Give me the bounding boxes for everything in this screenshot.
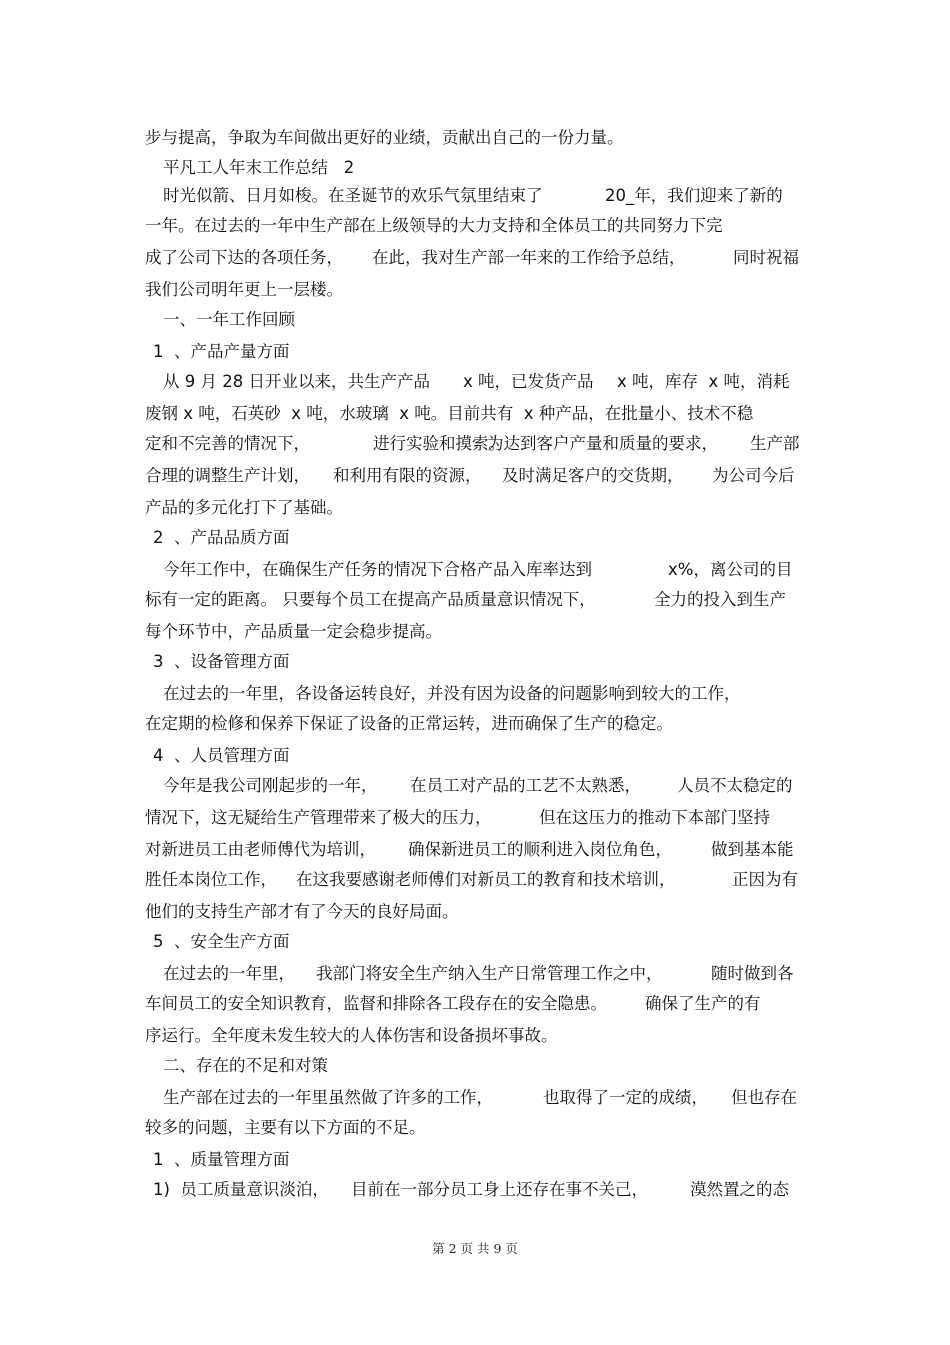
text-line bbox=[0, 183, 950, 209]
text-segment: 确保了生产的有 bbox=[645, 994, 761, 1013]
text-segment: 漠然置之的态 bbox=[690, 1180, 789, 1199]
text-segment: 二、存在的不足和对策 bbox=[163, 1056, 328, 1075]
text-segment: 合理的调整生产计划， bbox=[145, 466, 310, 485]
text-segment: 在这我要感谢老师傅们对新员工的教育和技术培训， bbox=[296, 870, 676, 889]
text-segment: 在员工对产品的工艺不太熟悉， bbox=[410, 776, 641, 795]
text-line bbox=[0, 245, 950, 271]
text-segment: 同时祝福 bbox=[733, 248, 799, 267]
text-segment: 定和不完善的情况下， bbox=[145, 434, 310, 453]
text-line bbox=[0, 649, 950, 675]
text-segment: 确保新进员工的顺利进入岗位角色， bbox=[408, 840, 672, 859]
text-line bbox=[0, 619, 950, 645]
text-segment: 每个环节中，产品质量一定会稳步提高。 bbox=[145, 622, 442, 641]
text-line bbox=[0, 805, 950, 831]
text-segment: 20_年，我们迎来了新的 bbox=[605, 186, 783, 205]
text-segment: 4 、人员管理方面 bbox=[153, 746, 290, 765]
text-segment: 步与提高，争取为车间做出更好的业绩，贡献出自己的一份力量。 bbox=[145, 128, 624, 147]
text-line bbox=[0, 899, 950, 925]
text-segment: 废钢 x 吨，石英砂 x 吨，水玻璃 x 吨。目前共有 x 种产品，在批量小、技术不稳 bbox=[145, 404, 754, 423]
text-line bbox=[0, 557, 950, 583]
text-line bbox=[0, 463, 950, 489]
text-segment: 在过去的一年里， bbox=[163, 964, 295, 983]
text-line bbox=[0, 681, 950, 707]
page-footer: 第 2 页 共 9 页 bbox=[432, 1241, 518, 1256]
text-segment: 随时做到各 bbox=[711, 964, 794, 983]
text-segment: x%，离公司的目 bbox=[668, 560, 793, 579]
text-segment: 监督和排除各工段存在的安全隐患。 bbox=[343, 994, 607, 1013]
text-segment: 生产部 bbox=[750, 434, 800, 453]
text-line bbox=[0, 837, 950, 863]
text-line bbox=[0, 711, 950, 737]
text-segment: 1 、产品产量方面 bbox=[153, 342, 290, 361]
text-segment: 3 、设备管理方面 bbox=[153, 652, 290, 671]
text-segment: 进行实验和摸索。 bbox=[373, 434, 505, 453]
text-segment: 人员不太稳定的 bbox=[677, 776, 793, 795]
text-line bbox=[0, 369, 950, 395]
text-line bbox=[0, 1115, 950, 1141]
text-segment: 但在这压力的推动下本部门坚持 bbox=[539, 808, 770, 827]
text-line bbox=[0, 1085, 950, 1111]
text-line bbox=[0, 961, 950, 987]
text-line bbox=[0, 495, 950, 521]
text-line bbox=[0, 929, 950, 955]
text-segment: 为达到客户产量和质量的要求， bbox=[487, 434, 718, 453]
text-line bbox=[0, 1147, 950, 1173]
text-segment: 时光似箭、日月如梭。在圣诞节的欢乐气氛里结束了 bbox=[163, 186, 543, 205]
text-line bbox=[0, 525, 950, 551]
text-segment: 今年工作中，在确保生产任务的情况下合格产品入库率达到 bbox=[163, 560, 592, 579]
text-segment: 在过去的一年里，各设备运转良好，并没有因为设备的问题影响到较大的工作， bbox=[163, 684, 741, 703]
text-segment: 他们的支持生产部才有了今天的良好局面。 bbox=[145, 902, 459, 921]
text-segment: 我们公司明年更上一层楼。 bbox=[145, 280, 343, 299]
text-segment: 胜任本岗位工作， bbox=[145, 870, 277, 889]
text-segment: 也取得了一定的成绩， bbox=[543, 1088, 708, 1107]
text-segment: 为公司今后 bbox=[712, 466, 795, 485]
text-segment: x 吨，库存 x 吨，消耗 bbox=[617, 372, 790, 391]
text-line bbox=[0, 991, 950, 1017]
text-line bbox=[0, 155, 950, 181]
text-line bbox=[0, 307, 950, 333]
text-segment: 今年是我公司刚起步的一年， bbox=[163, 776, 378, 795]
text-segment: 但也存在 bbox=[731, 1088, 797, 1107]
text-line bbox=[0, 125, 950, 151]
text-segment: 一、一年工作回顾 bbox=[163, 310, 295, 329]
text-line bbox=[0, 401, 950, 427]
text-segment: 2 、产品品质方面 bbox=[153, 528, 290, 547]
text-segment: 产品的多元化打下了基础。 bbox=[145, 498, 343, 517]
text-segment: 从 9 月 28 日开业以来，共生产产品 bbox=[163, 372, 430, 391]
text-segment: 和利用有限的资源， bbox=[333, 466, 482, 485]
text-segment: 平凡工人年末工作总结 2 bbox=[163, 158, 355, 177]
text-segment: 成了公司下达的各项任务， bbox=[145, 248, 343, 267]
text-line bbox=[0, 867, 950, 893]
text-segment: 我部门将安全生产纳入生产日常管理工作之中， bbox=[316, 964, 663, 983]
text-line bbox=[0, 1177, 950, 1203]
text-line bbox=[0, 1053, 950, 1079]
text-segment: 做到基本能 bbox=[711, 840, 794, 859]
text-segment: 对新进员工由老师傅代为培训， bbox=[145, 840, 376, 859]
text-segment: 序运行。全年度未发生较大的人体伤害和设备损坏事故。 bbox=[145, 1026, 558, 1045]
text-line bbox=[0, 213, 950, 239]
text-segment: 生产部在过去的一年里虽然做了许多的工作， bbox=[163, 1088, 493, 1107]
text-line bbox=[0, 431, 950, 457]
text-segment: 正因为有 bbox=[732, 870, 798, 889]
text-segment: 5 、安全生产方面 bbox=[153, 932, 290, 951]
text-segment: 一年。在过去的一年中生产部在上级领导的大力支持和全体员工的共同努力下完 bbox=[145, 216, 723, 235]
text-line bbox=[0, 277, 950, 303]
text-segment: 较多的问题，主要有以下方面的不足。 bbox=[145, 1118, 426, 1137]
text-segment: 在此，我对生产部一年来的工作给予总结， bbox=[372, 248, 686, 267]
text-line bbox=[0, 743, 950, 769]
text-segment: x 吨，已发货产品 bbox=[463, 372, 594, 391]
text-segment: 情况下，这无疑给生产管理带来了极大的压力， bbox=[145, 808, 492, 827]
text-segment: 车间员工的安全知识教育， bbox=[145, 994, 343, 1013]
text-segment: 1 、质量管理方面 bbox=[153, 1150, 290, 1169]
text-line bbox=[0, 1023, 950, 1049]
text-segment: 1) 员工质量意识淡泊， bbox=[153, 1180, 329, 1199]
text-segment: 及时满足客户的交货期， bbox=[502, 466, 684, 485]
text-line bbox=[0, 773, 950, 799]
text-segment: 全力的投入到生产 bbox=[654, 590, 786, 609]
text-segment: 目前在一部分员工身上还存在事不关己， bbox=[351, 1180, 648, 1199]
text-segment: 标有一定的距离。 只要每个员工在提高产品质量意识情况下， bbox=[145, 590, 596, 609]
text-line bbox=[0, 587, 950, 613]
text-segment: 在定期的检修和保养下保证了设备的正常运转，进而确保了生产的稳定。 bbox=[145, 714, 673, 733]
text-line bbox=[0, 339, 950, 365]
